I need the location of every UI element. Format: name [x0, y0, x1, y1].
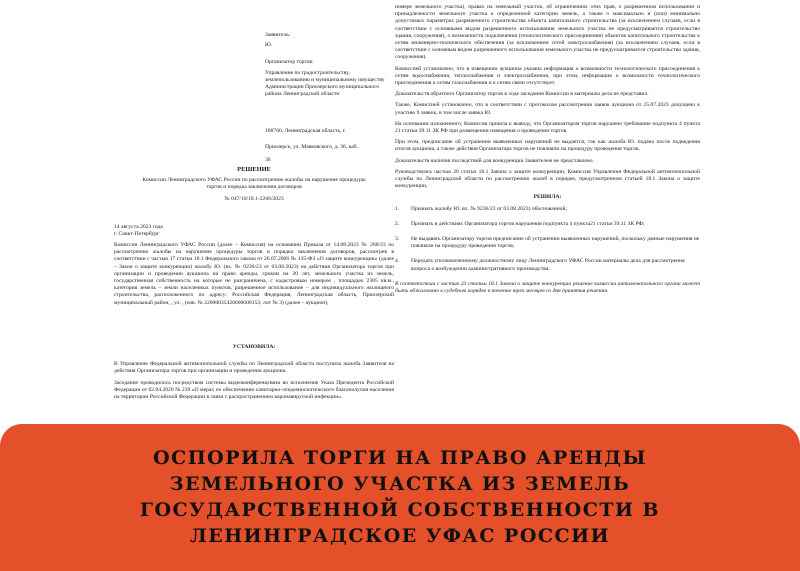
established-para-1: В Управление Федеральной антимонопольной службы по Ленинградской области поступила жалоба Заявителя на действия Организатора торгов при организации и проведении аукциона. — [114, 361, 394, 375]
established-para-2: Заседание проводилось посредством системы видеоконференцсвязи во исполнение Указа Президента Российской Федерации от 02.04.2020 № 239 «О мерах по обеспечению санитарно-эпидемиологического благополучия населения на территории Российской Федерации в связи с распространением коронавирусной инфекции». — [114, 379, 394, 401]
commission-paragraph — [114, 242, 394, 311]
document-page-right — [395, 4, 710, 430]
decision-item-text: Признать в действиях Организатора торгов нарушения подпункта 4 пункта21 статьи 39.11 ЗК РФ; — [411, 220, 645, 227]
decision-title: РЕШЕНИЕ — [237, 166, 271, 173]
decision-item-text: Передать уполномоченному должностному лицу Ленинградского УФАС России материалы дела для рассмотрения вопроса о возбуждении административного производства. — [411, 258, 685, 272]
decision-item-number: 1. — [395, 205, 400, 212]
decision-number: № 047/10/18.1-2266/2023 — [224, 195, 284, 202]
right-para-6: При этом, предписание об устранении выявленных нарушений не выдается, так как жалоба Ю. подана после подведения итогов аукциона, а также действия Организатора торгов не повлияли на процедуру проведения торгов. — [395, 139, 700, 153]
right-para-1: номере земельного участка), правах на земельный участок, об ограничениях этих прав, о разрешенном использовании и принадлежности земельного участка к определенной категории земель, а также о максимально и (или) минимально допустимых параметрах разрешенного строительства объекта капитального строительства (за исключением случаев, если в соответствии с основными видом разрешенного использования земельного участка не предусматривается строительство здания, сооружения), о возможности подключения (технологического присоединения) объектов капитального строительства к сетям инженерно-технического обеспечения (за исключением сетей электроснабжения) (за исключением случаев, если в соответствии с основным видом разрешенного использования земельного участка не предусматривается строительство здания, сооружения). — [395, 4, 700, 61]
headline-line-2: ЗЕМЕЛЬНОГО УЧАСТКА ИЗ ЗЕМЕЛЬ — [169, 473, 631, 495]
organizer-address-3: 36 — [265, 156, 271, 163]
decided-title: РЕШИЛА: — [533, 194, 562, 201]
decision-header — [114, 166, 394, 207]
addressee-block — [265, 32, 395, 167]
applicant-label: Заявитель: — [265, 32, 291, 38]
headline-line-1: ОСПОРИЛА ТОРГИ НА ПРАВО АРЕНДЫ — [153, 447, 647, 469]
right-para-5: На основании изложенного, Комиссия пришла к выводу, что Организатором торгов нарушено требование подпункта 4 пункта 21 статьи 39.11 ЗК РФ при размещении извещения о проведении торгов. — [395, 120, 700, 135]
decision-date: 14 августа 2023 года — [114, 224, 163, 230]
right-para-4: Также, Комиссией установлено, что в соответствии с протоколом рассмотрения заявок аукциона от 25.07.2023 допущено к участию 9 заявок, в том числе заявка Ю. — [395, 102, 700, 116]
right-para-2: Комиссией установлено, что в извещении аукциона указана информация о возможности технологического присоединения к сетям водоснабжения, теплоснабжения и электроснабжения, при этом, информация о возможности технологического присоединения к сетям газоснабжения и к сетям связи отсутствует. — [395, 65, 700, 87]
organizer-label: Организатор торгов: — [265, 59, 314, 66]
decision-item — [395, 258, 700, 272]
decision-item-text: Не выдавать Организатору торгов предписание об устранении выявленных нарушений, поскольку данные нарушения не повлияли на процедуру проведения торгов; — [411, 236, 700, 250]
headline-line-4: ЛЕНИНГРАДСКОЕ УФАС РОССИИ — [189, 525, 611, 547]
established-section — [114, 344, 394, 405]
headline-line-3: ГОСУДАРСТВЕННОЙ СОБСТВЕННОСТИ В — [139, 499, 661, 521]
organizer-address-1: 188760, Ленинградская область, г. — [265, 128, 346, 135]
final-note: В соответствии с частью 23 статьи 18.1 Закона о защите конкуренции решение комиссии антимонопольного органа может быть обжаловано в судебном порядке в течение трех месяцев со дня принятия решения. — [395, 280, 700, 295]
decision-city: г. Санкт-Петербург — [114, 231, 160, 238]
decision-item — [395, 236, 700, 250]
right-para-7: Доказательств наличия последствий для конкуренции Заявителем не представлено. — [395, 157, 594, 164]
organizer-name: Управление по градостроительству, землепользованию и муниципальному имуществу Администрации Приозерского муниципального района Ленинградской области — [265, 69, 385, 98]
date-block — [114, 224, 163, 238]
commission-text: Комиссия Ленинградского УФАС России (далее – Комиссия) на основании Приказа от 14.08.2023 № 268/23 по рассмотрению жалобы на нарушение процедуры торгов и порядка заключения договоров, рассмотрев в соответствии с частью 17 статьи 18.1 Федерального закона от 26.07.2006 № 135-ФЗ «О защите конкуренции» (далее – Закон о защите конкуренции) жалобу Ю. (вх. № 9236/23 от 03.08.2023) на действия Организатора торгов при организации и проведении аукциона на право аренды, сроком на 20 лет, земельного участка из земель, государственная собственность на которые не разграничена, с кадастровым номером , площадью 2385 кв.м., категория земель – земли населенных пунктов, разрешенное использование – для индивидуального жилищного строительства, расположенного по адресу: Российская Федерация, Ленинградская область, Приозерский муниципальный район, , ул. , (изв. № 22000035420000000153; лот № 3) (далее – аукцион), — [114, 242, 394, 306]
decision-item — [395, 221, 700, 228]
organizer-address-2: Приозерск, ул. Маяковского, д. 36, каб. — [265, 143, 358, 150]
decision-item-number: 3. — [395, 236, 400, 243]
decision-subtitle: Комиссии Ленинградского УФАС России по рассмотрению жалобы на нарушение процедуры торгов и порядка заключения договоров — [142, 177, 366, 191]
decision-item — [395, 206, 700, 213]
headline-text — [0, 445, 800, 549]
applicant-name: Ю. — [265, 42, 273, 49]
decision-item-number: 2. — [395, 220, 400, 227]
decision-items — [395, 206, 700, 273]
established-title: УСТАНОВИЛА: — [232, 344, 276, 350]
document-page-left — [100, 4, 400, 430]
decision-item-text: Признать жалобу Ю. вх. № 9236/23 от 03.08.2023) обоснованной; — [411, 205, 568, 212]
decision-item-number: 4. — [395, 258, 400, 265]
right-para-8: Руководствуясь частью 20 статьи 18.1 Закона о защите конкуренции, Комиссия Управления Федеральной антимонопольной службы по Ленинградской области по рассмотрению жалоб в порядке, предусмотренном статьей 18.1 Закона о защите конкуренции, — [395, 168, 700, 190]
right-para-3: Доказательств обратного Организатор торгов в ходе заседания Комиссии в материалы дела не представил. — [395, 91, 649, 98]
